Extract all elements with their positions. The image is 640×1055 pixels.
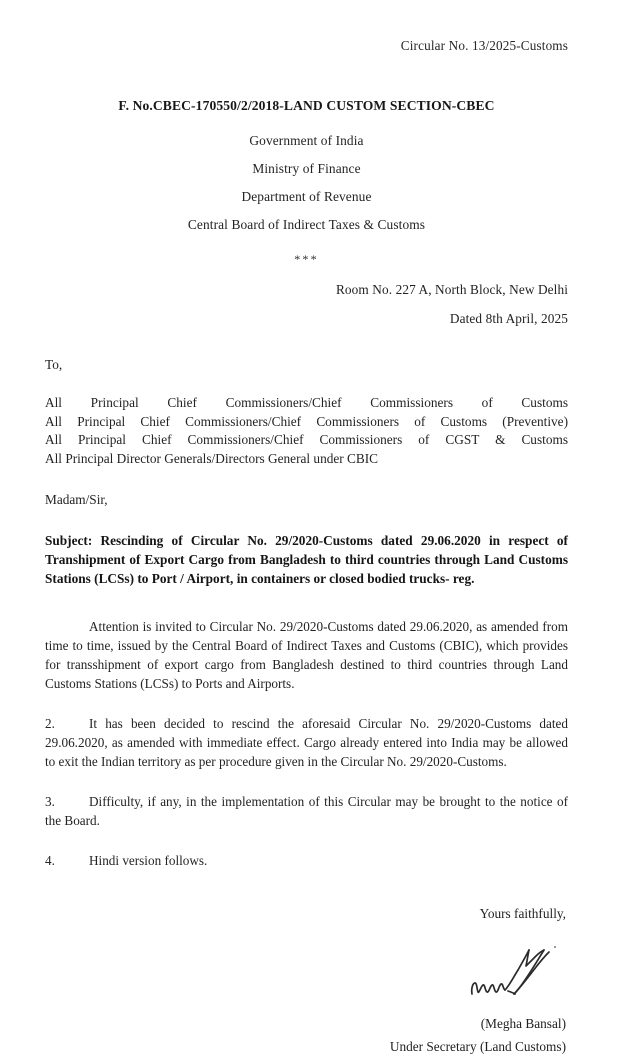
addressee-list [45, 394, 568, 468]
signatory-designation: Under Secretary (Land Customs) [389, 1039, 566, 1054]
salutation: Madam/Sir, [45, 492, 108, 507]
signatory-name: (Megha Bansal) [480, 1016, 566, 1031]
signature-area [45, 934, 568, 1006]
closing-salutation: Yours faithfully, [479, 906, 566, 921]
paragraph-text: Hindi version follows. [89, 853, 208, 868]
paragraph-text: It has been decided to rescind the aforesaid Circular No. 29/2020-Customs dated 29.06.2020, as amended with immediate effect. Cargo already entered into India may be allowed to exit the Indian territory as per procedure given in the Circular No. 29/2020-Customs. [45, 716, 568, 769]
addressee-item: All Principal Director Generals/Directors General under CBIC [45, 450, 379, 466]
handwritten-signature-icon [466, 934, 562, 1006]
section-separator: *** [294, 252, 319, 266]
file-number-heading: F. No.CBEC-170550/2/2018-LAND CUSTOM SECTION-CBEC [118, 98, 495, 113]
addressee-item: All Principal Chief Commissioners/Chief Commissioners of Customs [45, 395, 568, 410]
paragraph-number: 4. [45, 853, 55, 868]
organisation-line-board: Central Board of Indirect Taxes & Customs [187, 217, 426, 232]
to-label: To, [45, 357, 63, 372]
paragraph-2 [45, 714, 568, 771]
paragraph-4 [45, 851, 568, 870]
paragraph-number: 3. [45, 794, 55, 809]
addressee-item: All Principal Chief Commissioners/Chief Commissioners of CGST & Customs [45, 432, 568, 447]
organisation-line-ministry: Ministry of Finance [252, 161, 361, 176]
organisation-line-department: Department of Revenue [241, 189, 372, 204]
circular-number: Circular No. 13/2025-Customs [400, 38, 568, 53]
document-date: Dated 8th April, 2025 [449, 311, 568, 326]
document-content [45, 0, 568, 1055]
subject-line: Subject: Rescinding of Circular No. 29/2020-Customs dated 29.06.2020 in respect of Transhipment of Export Cargo from Bangladesh to third countries through Land Customs Stations (LCSs) to Port / Airport, in containers or closed bodied trucks- reg. [45, 533, 568, 586]
paragraph-number: 2. [45, 716, 55, 731]
organisation-line-government: Government of India [249, 133, 364, 148]
paragraph-3 [45, 792, 568, 830]
paragraph-1: Attention is invited to Circular No. 29/2020-Customs dated 29.06.2020, as amended from time to time, issued by the Central Board of Indirect Taxes and Customs (CBIC), which provides for transshipment of export cargo from Bangladesh destined to third countries through Land Customs Stations (LCSs) to Ports and Airports. [45, 619, 568, 691]
addressee-item: All Principal Chief Commissioners/Chief Commissioners of Customs (Preventive) [45, 413, 568, 429]
paragraph-text: Difficulty, if any, in the implementation of this Circular may be brought to the notice of the Board. [45, 794, 568, 828]
office-address: Room No. 227 A, North Block, New Delhi [335, 282, 568, 297]
